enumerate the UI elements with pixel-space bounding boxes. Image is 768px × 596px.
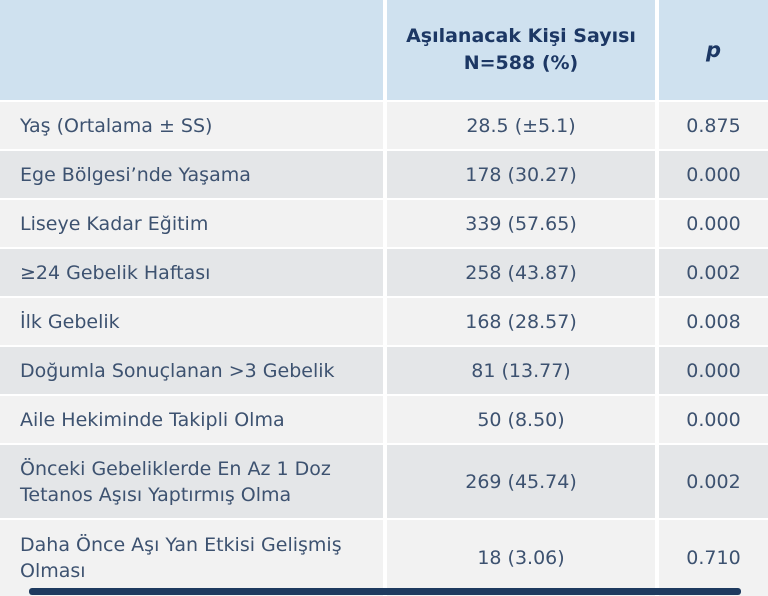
row-p-value: 0.875 — [659, 102, 768, 149]
header-cell-empty — [0, 0, 383, 100]
row-value: 81 (13.77) — [387, 347, 655, 394]
row-value: 168 (28.57) — [387, 298, 655, 345]
row-p-value: 0.008 — [659, 298, 768, 345]
row-label: Önceki Gebeliklerde En Az 1 Doz Tetanos Aşısı Yaptırmış Olma — [0, 445, 383, 518]
row-value: 269 (45.74) — [387, 445, 655, 518]
table-header-row — [0, 0, 768, 100]
row-value: 258 (43.87) — [387, 249, 655, 296]
table-row — [0, 445, 768, 518]
header-count-line2: N=588 (%) — [463, 52, 579, 74]
row-p-value: 0.000 — [659, 200, 768, 247]
row-value: 28.5 (±5.1) — [387, 102, 655, 149]
row-label: Yaş (Ortalama ± SS) — [0, 102, 383, 149]
row-p-value: 0.002 — [659, 445, 768, 518]
row-value: 18 (3.06) — [387, 520, 655, 596]
row-value: 50 (8.50) — [387, 396, 655, 443]
row-label: İlk Gebelik — [0, 298, 383, 345]
table-row — [0, 200, 768, 247]
row-label: Aile Hekiminde Takipli Olma — [0, 396, 383, 443]
header-count-line1: Aşılanacak Kişi Sayısı — [406, 25, 636, 48]
row-p-value: 0.002 — [659, 249, 768, 296]
table-row — [0, 102, 768, 149]
table-row — [0, 151, 768, 198]
header-cell-p — [659, 0, 768, 100]
table-row — [0, 298, 768, 345]
row-value: 178 (30.27) — [387, 151, 655, 198]
bottom-accent-bar — [29, 588, 741, 595]
header-cell-count — [387, 0, 655, 100]
row-label: Ege Bölgesi’nde Yaşama — [0, 151, 383, 198]
table-row — [0, 520, 768, 596]
row-label: ≥24 Gebelik Haftası — [0, 249, 383, 296]
table-row — [0, 249, 768, 296]
table-row — [0, 396, 768, 443]
row-label: Liseye Kadar Eğitim — [0, 200, 383, 247]
p-column-label: p — [705, 38, 722, 62]
row-label: Daha Önce Aşı Yan Etkisi Gelişmiş Olması — [0, 520, 383, 596]
table-row — [0, 347, 768, 394]
row-p-value: 0.710 — [659, 520, 768, 596]
row-value: 339 (57.65) — [387, 200, 655, 247]
row-p-value: 0.000 — [659, 396, 768, 443]
row-label: Doğumla Sonuçlanan >3 Gebelik — [0, 347, 383, 394]
row-p-value: 0.000 — [659, 151, 768, 198]
row-p-value: 0.000 — [659, 347, 768, 394]
